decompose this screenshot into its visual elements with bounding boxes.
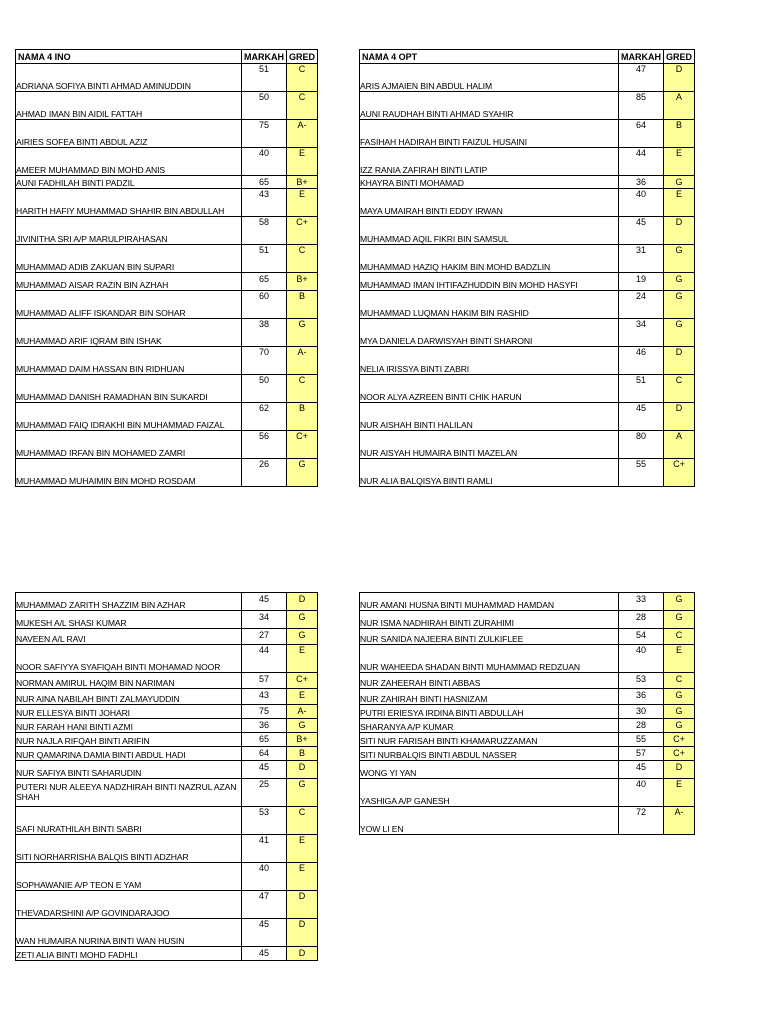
student-grade: D [664,217,695,245]
student-grade: E [287,148,318,176]
student-name: SHARANYA A/P KUMAR [360,719,619,733]
student-name: AUNI RAUDHAH BINTI AHMAD SYAHIR [360,92,619,120]
table-row [16,92,318,120]
student-grade: A- [664,807,695,835]
student-name: YASHIGA A/P GANESH [360,779,619,807]
student-name: WONG YI YAN [360,761,619,779]
student-grade: D [664,761,695,779]
student-grade: A- [287,120,318,148]
table-row [360,64,695,92]
student-name: NUR WAHEEDA SHADAN BINTI MUHAMMAD REDZUAN [360,645,619,673]
table-row [360,807,695,835]
table-row [16,673,318,689]
table-body [16,64,318,487]
student-grade: D [287,947,318,961]
table-row [360,148,695,176]
student-name: NUR QAMARINA DAMIA BINTI ABDUL HADI [16,747,242,761]
student-name: WAN HUMAIRA NURINA BINTI WAN HUSIN [16,919,242,947]
student-name: NAVEEN A/L RAVI [16,629,242,645]
student-name: NUR ISMA NADHIRAH BINTI ZURAHIMI [360,611,619,629]
student-name: MUKESH A/L SHASI KUMAR [16,611,242,629]
student-mark: 64 [242,747,287,761]
student-name: MYA DANIELA DARWISYAH BINTI SHARONI [360,319,619,347]
student-mark: 62 [242,403,287,431]
student-name: ADRIANA SOFIYA BINTI AHMAD AMINUDDIN [16,64,242,92]
student-grade: G [287,779,318,807]
student-mark: 60 [242,291,287,319]
student-grade: B [287,747,318,761]
student-grade: G [287,629,318,645]
table-row [360,673,695,689]
student-mark: 80 [619,431,664,459]
student-mark: 41 [242,835,287,863]
student-mark: 65 [242,273,287,291]
student-mark: 50 [242,92,287,120]
student-name: SITI NUR FARISAH BINTI KHAMARUZZAMAN [360,733,619,747]
student-grade: B [287,291,318,319]
table-row [16,807,318,835]
student-grade: C+ [664,733,695,747]
student-mark: 40 [242,863,287,891]
student-grade: B [287,403,318,431]
student-mark: 43 [242,689,287,705]
student-grade: A- [287,347,318,375]
student-name: MUHAMMAD AISAR RAZIN BIN AZHAH [16,273,242,291]
student-mark: 28 [619,611,664,629]
student-grade: E [664,189,695,217]
table-row [360,347,695,375]
student-grade: D [664,403,695,431]
table-row [360,733,695,747]
student-name: NUR ALIA BALQISYA BINTI RAMLI [360,459,619,487]
student-name: NUR SAFIYA BINTI SAHARUDIN [16,761,242,779]
student-mark: 57 [619,747,664,761]
mark-header: MARKAH [242,50,287,64]
student-mark: 51 [242,245,287,273]
student-mark: 47 [242,891,287,919]
student-mark: 50 [242,375,287,403]
student-mark: 45 [619,217,664,245]
student-grade: B [664,120,695,148]
table-row [360,705,695,719]
table-row [16,291,318,319]
table-row [360,645,695,673]
student-mark: 85 [619,92,664,120]
student-name: NOOR SAFIYYA SYAFIQAH BINTI MOHAMAD NOOR [16,645,242,673]
table-row [360,120,695,148]
student-name: NUR ZAHEERAH BINTI ABBAS [360,673,619,689]
student-name: NUR SANIDA NAJEERA BINTI ZULKIFLEE [360,629,619,645]
table-row [360,319,695,347]
student-grade: C+ [287,217,318,245]
student-grade: E [664,645,695,673]
class-4-ino-table [15,49,318,487]
student-grade: A- [287,705,318,719]
student-grade: G [664,245,695,273]
name-header: NAMA 4 OPT [360,50,619,64]
student-name: AMEER MUHAMMAD BIN MOHD ANIS [16,148,242,176]
student-grade: G [664,705,695,719]
student-name: HARITH HAFIY MUHAMMAD SHAHIR BIN ABDULLAH [16,189,242,217]
student-mark: 55 [619,733,664,747]
student-name: MUHAMMAD HAZIQ HAKIM BIN MOHD BADZLIN [360,245,619,273]
student-grade: C+ [287,673,318,689]
table-row [16,347,318,375]
table-row [16,747,318,761]
student-grade: E [287,189,318,217]
student-grade: E [664,779,695,807]
student-mark: 44 [619,148,664,176]
student-name: NOOR ALYA AZREEN BINTI CHIK HARUN [360,375,619,403]
table-row [360,719,695,733]
grade-header: GRED [664,50,695,64]
student-mark: 36 [242,719,287,733]
student-mark: 27 [242,629,287,645]
table-row [360,217,695,245]
student-mark: 47 [619,64,664,92]
student-grade: B+ [287,733,318,747]
table-row [360,629,695,645]
header-row [360,50,695,64]
student-mark: 45 [619,403,664,431]
student-mark: 53 [242,807,287,835]
student-mark: 28 [619,719,664,733]
student-mark: 58 [242,217,287,245]
student-mark: 56 [242,431,287,459]
student-name: KHAYRA BINTI MOHAMAD [360,176,619,189]
student-grade: E [287,645,318,673]
student-name: SITI NORHARRISHA BALQIS BINTI ADZHAR [16,835,242,863]
student-grade: G [287,459,318,487]
student-mark: 19 [619,273,664,291]
student-name: MUHAMMAD DAIM HASSAN BIN RIDHUAN [16,347,242,375]
student-name: NUR ZAHIRAH BINTI HASNIZAM [360,689,619,705]
student-grade: G [287,319,318,347]
student-grade: E [287,863,318,891]
student-mark: 55 [619,459,664,487]
student-name: MUHAMMAD LUQMAN HAKIM BIN RASHID [360,291,619,319]
student-grade: D [287,593,318,611]
student-name: FASIHAH HADIRAH BINTI FAIZUL HUSAINI [360,120,619,148]
student-name: ZETI ALIA BINTI MOHD FADHLI [16,947,242,961]
student-mark: 53 [619,673,664,689]
student-mark: 30 [619,705,664,719]
student-mark: 65 [242,176,287,189]
student-mark: 72 [619,807,664,835]
table-body [360,593,695,835]
student-name: SOPHAWANIE A/P TEON E YAM [16,863,242,891]
table-row [16,459,318,487]
student-mark: 40 [619,645,664,673]
student-name: AUNI FADHILAH BINTI PADZIL [16,176,242,189]
student-mark: 46 [619,347,664,375]
table-row [360,779,695,807]
student-grade: C [664,375,695,403]
student-mark: 24 [619,291,664,319]
student-name: NELIA IRISSYA BINTI ZABRI [360,347,619,375]
student-mark: 45 [242,947,287,961]
student-mark: 54 [619,629,664,645]
table-row [360,189,695,217]
table-row [16,947,318,961]
student-grade: G [287,719,318,733]
student-mark: 40 [242,148,287,176]
table-row [360,593,695,611]
table-row [360,245,695,273]
student-mark: 34 [619,319,664,347]
table-row [16,273,318,291]
student-mark: 40 [619,189,664,217]
student-name: MUHAMMAD FAIQ IDRAKHI BIN MUHAMMAD FAIZAL [16,403,242,431]
student-mark: 34 [242,611,287,629]
student-name: ARIS AJMAIEN BIN ABDUL HALIM [360,64,619,92]
name-header: NAMA 4 INO [16,50,242,64]
student-mark: 64 [619,120,664,148]
student-mark: 75 [242,120,287,148]
student-name: MUHAMMAD ALIFF ISKANDAR BIN SOHAR [16,291,242,319]
student-grade: D [287,761,318,779]
table-row [360,273,695,291]
student-mark: 25 [242,779,287,807]
student-grade: C+ [664,459,695,487]
student-name: MUHAMMAD ZARITH SHAZZIM BIN AZHAR [16,593,242,611]
student-name: MUHAMMAD AQIL FIKRI BIN SAMSUL [360,217,619,245]
class-4-opt-table [359,49,695,487]
student-name: PUTERI NUR ALEEYA NADZHIRAH BINTI NAZRUL AZAN SHAH [16,779,242,807]
student-grade: C [287,807,318,835]
table-row [16,611,318,629]
student-name: MUHAMMAD DANISH RAMADHAN BIN SUKARDI [16,375,242,403]
table-row [16,629,318,645]
student-mark: 43 [242,189,287,217]
student-mark: 45 [242,919,287,947]
table-row [360,176,695,189]
student-mark: 75 [242,705,287,719]
student-grade: D [287,919,318,947]
table-body [16,593,318,961]
student-name: NUR AMANI HUSNA BINTI MUHAMMAD HAMDAN [360,593,619,611]
student-name: NUR NAJLA RIFQAH BINTI ARIFIN [16,733,242,747]
student-name: THEVADARSHINI A/P GOVINDARAJOO [16,891,242,919]
student-mark: 31 [619,245,664,273]
student-grade: C [287,92,318,120]
table-row [360,431,695,459]
student-grade: E [287,689,318,705]
student-name: MAYA UMAIRAH BINTI EDDY IRWAN [360,189,619,217]
table-row [16,863,318,891]
student-name: MUHAMMAD ARIF IQRAM BIN ISHAK [16,319,242,347]
table-row [16,761,318,779]
table-row [16,919,318,947]
table-row [360,403,695,431]
student-grade: C [287,375,318,403]
table-row [360,375,695,403]
student-grade: C [287,245,318,273]
student-mark: 36 [619,176,664,189]
table-row [16,733,318,747]
student-grade: G [664,291,695,319]
student-grade: D [287,891,318,919]
student-name: MUHAMMAD ADIB ZAKUAN BIN SUPARI [16,245,242,273]
student-name: NUR AISYAH HUMAIRA BINTI MAZELAN [360,431,619,459]
student-name: NUR ELLESYA BINTI JOHARI [16,705,242,719]
student-grade: A [664,92,695,120]
student-mark: 45 [619,761,664,779]
table-row [16,120,318,148]
table-row [360,689,695,705]
student-name: MUHAMMAD IMAN IHTIFAZHUDDIN BIN MOHD HASYFI [360,273,619,291]
student-mark: 40 [619,779,664,807]
student-mark: 51 [619,375,664,403]
table-row [16,431,318,459]
table-row [16,319,318,347]
student-mark: 33 [619,593,664,611]
student-mark: 26 [242,459,287,487]
student-grade: G [287,611,318,629]
table-row [16,403,318,431]
student-grade: E [664,148,695,176]
student-grade: G [664,273,695,291]
table-row [16,176,318,189]
table-row [16,245,318,273]
student-mark: 38 [242,319,287,347]
table-row [360,611,695,629]
table-row [16,64,318,92]
student-name: SITI NURBALQIS BINTI ABDUL NASSER [360,747,619,761]
student-name: MUHAMMAD MUHAIMIN BIN MOHD ROSDAM [16,459,242,487]
student-name: MUHAMMAD IRFAN BIN MOHAMED ZAMRI [16,431,242,459]
class-4-opt-continued-table [359,592,695,835]
table-row [360,459,695,487]
student-grade: G [664,593,695,611]
student-mark: 57 [242,673,287,689]
student-name: PUTRI ERIESYA IRDINA BINTI ABDULLAH [360,705,619,719]
student-grade: G [664,319,695,347]
student-mark: 70 [242,347,287,375]
student-name: YOW LI EN [360,807,619,835]
table-row [16,217,318,245]
table-row [16,891,318,919]
student-grade: D [664,64,695,92]
table-row [16,375,318,403]
student-name: IZZ RANIA ZAFIRAH BINTI LATIP [360,148,619,176]
student-name: NUR AISHAH BINTI HALILAN [360,403,619,431]
student-mark: 51 [242,64,287,92]
table-row [16,189,318,217]
table-row [360,291,695,319]
student-mark: 45 [242,761,287,779]
table-row [16,593,318,611]
student-grade: B+ [287,273,318,291]
table-row [16,148,318,176]
student-grade: C [664,673,695,689]
table-row [16,719,318,733]
student-grade: C [664,629,695,645]
student-name: NUR FARAH HANI BINTI AZMI [16,719,242,733]
table-row [360,747,695,761]
student-name: NORMAN AMIRUL HAQIM BIN NARIMAN [16,673,242,689]
student-mark: 44 [242,645,287,673]
header-row [16,50,318,64]
table-row [16,689,318,705]
table-row [360,761,695,779]
student-mark: 65 [242,733,287,747]
student-name: NUR AINA NABILAH BINTI ZALMAYUDDIN [16,689,242,705]
student-grade: E [287,835,318,863]
student-name: JIVINITHA SRI A/P MARULPIRAHASAN [16,217,242,245]
student-name: SAFI NURATHILAH BINTI SABRI [16,807,242,835]
student-grade: G [664,719,695,733]
table-row [16,835,318,863]
student-mark: 36 [619,689,664,705]
table-body [360,64,695,487]
student-grade: G [664,689,695,705]
student-grade: C [287,64,318,92]
table-row [16,705,318,719]
student-grade: C+ [664,747,695,761]
table-row [16,645,318,673]
mark-header: MARKAH [619,50,664,64]
table-row [360,92,695,120]
student-mark: 45 [242,593,287,611]
student-name: AHMAD IMAN BIN AIDIL FATTAH [16,92,242,120]
student-grade: A [664,431,695,459]
grade-header: GRED [287,50,318,64]
student-grade: D [664,347,695,375]
student-grade: B+ [287,176,318,189]
student-grade: G [664,611,695,629]
student-grade: C+ [287,431,318,459]
student-name: AIRIES SOFEA BINTI ABDUL AZIZ [16,120,242,148]
class-4-ino-continued-table [15,592,318,961]
table-row [16,779,318,807]
student-grade: G [664,176,695,189]
